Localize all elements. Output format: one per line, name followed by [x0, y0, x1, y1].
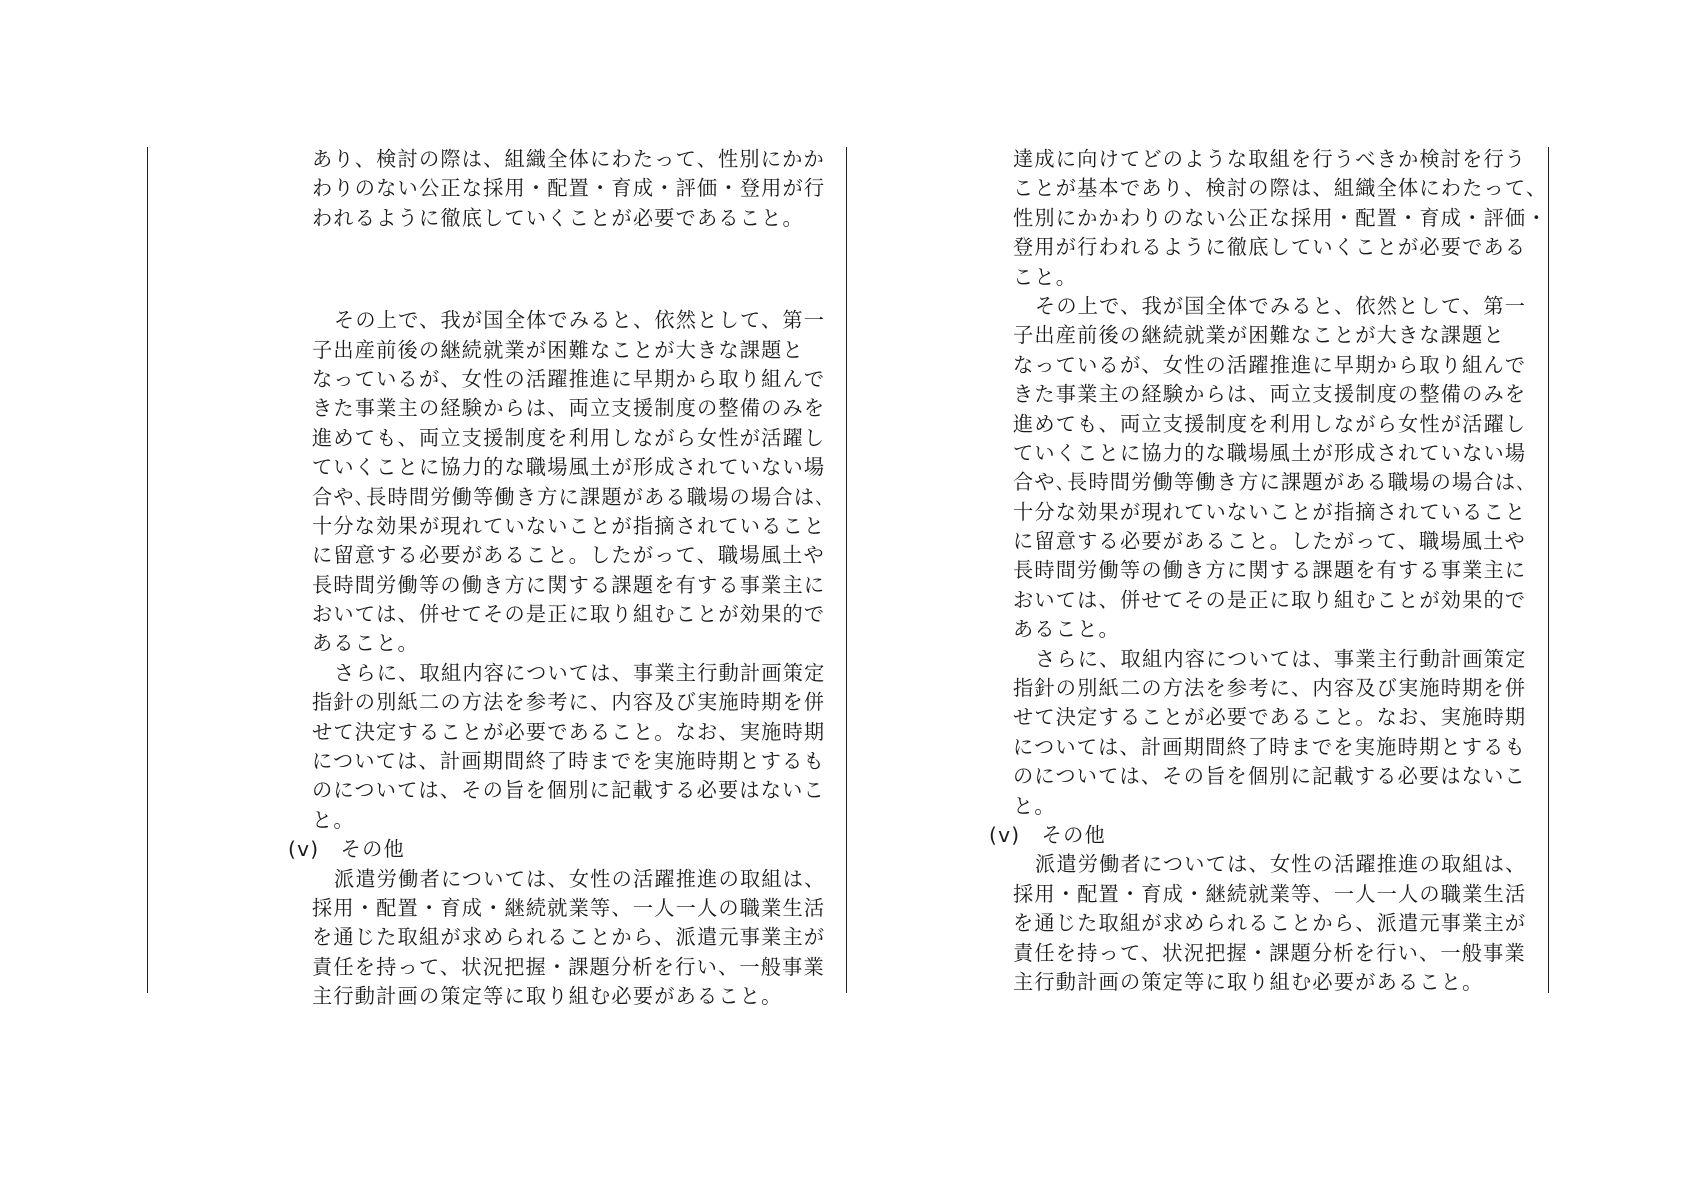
text-line: きた事業主の経験からは、両立支援制度の整備のみを — [1013, 382, 1527, 407]
text-line: さらに、取組内容については、事業主行動計画策定 — [1035, 646, 1527, 671]
text-line: と。 — [312, 807, 355, 832]
text-line: その上で、我が国全体でみると、依然として、第一 — [1035, 293, 1527, 318]
text-line: ていくことに協力的な職場風土が形成されていない場 — [312, 455, 826, 480]
text-line: せて決定することが必要であること。なお、実施時期 — [1013, 705, 1527, 730]
text-line: 合や､長時間労働等働き方に課題がある職場の場合は､ — [1013, 470, 1528, 495]
right-para1 — [1013, 145, 1548, 292]
text-line: に留意する必要があること。したがって、職場風土や — [1013, 529, 1526, 554]
text-line: こと。 — [1013, 264, 1078, 289]
text-line: その上で、我が国全体でみると、依然として、第一 — [334, 308, 826, 333]
right-para3 — [1013, 645, 1541, 821]
text-line: 責任を持って、状況把握・課題分析を行い、一般事業 — [1013, 940, 1526, 965]
left-column — [288, 145, 840, 1012]
section-heading: (v) その他 — [288, 837, 405, 862]
right-para2 — [1013, 292, 1541, 645]
text-line: 十分な効果が現れていないことが指摘されていること — [1013, 499, 1527, 524]
text-line: ていくことに協力的な職場風土が形成されていない場 — [1013, 440, 1527, 465]
text-line: ことが基本であり、検討の際は、組織全体にわたって、 — [1013, 176, 1548, 201]
column-rule-middle — [846, 147, 847, 993]
text-line: 子出産前後の継続就業が困難なことが大きな課題と — [1013, 323, 1505, 348]
text-line: さらに、取組内容については、事業主行動計画策定 — [334, 660, 826, 685]
right-para4 — [1013, 850, 1541, 997]
text-line: 採用・配置・育成・継続就業等、一人一人の職業生活 — [312, 895, 826, 920]
text-line: あること。 — [312, 631, 419, 656]
text-line: 長時間労働等の働き方に関する課題を有する事業主に — [312, 572, 826, 597]
text-line: なっているが、女性の活躍推進に早期から取り組んで — [1013, 352, 1527, 377]
text-line: 指針の別紙二の方法を参考に、内容及び実施時期を併 — [312, 690, 826, 715]
text-line: 主行動計画の策定等に取り組む必要があること。 — [312, 984, 783, 1009]
left-para2 — [312, 306, 840, 659]
text-line: のについては、その旨を個別に記載する必要はないこ — [1013, 764, 1526, 789]
text-line: 採用・配置・育成・継続就業等、一人一人の職業生活 — [1013, 881, 1527, 906]
text-line: 登用が行われるように徹底していくことが必要である — [1013, 235, 1527, 260]
text-line: きた事業主の経験からは、両立支援制度の整備のみを — [312, 396, 826, 421]
text-line: あること。 — [1013, 617, 1120, 642]
text-line: 主行動計画の策定等に取り組む必要があること。 — [1013, 969, 1484, 994]
text-line: 達成に向けてどのような取組を行うべきか検討を行う — [1013, 147, 1527, 171]
text-line: 指針の別紙二の方法を参考に、内容及び実施時期を併 — [1013, 676, 1527, 701]
text-line: 派遣労働者については、女性の活躍推進の取組は、 — [334, 866, 826, 891]
spacer — [312, 233, 840, 306]
left-para1 — [312, 145, 840, 233]
text-line: 派遣労働者については、女性の活躍推進の取組は、 — [1035, 852, 1527, 877]
section-heading: (v) その他 — [989, 822, 1106, 847]
text-line: 進めても、両立支援制度を利用しながら女性が活躍し — [312, 425, 826, 450]
text-line: おいては、併せてその是正に取り組むことが効果的で — [1013, 587, 1527, 612]
right-column — [989, 145, 1548, 997]
text-line: なっているが、女性の活躍推進に早期から取り組んで — [312, 366, 826, 391]
left-para4 — [312, 865, 840, 1012]
text-line: 子出産前後の継続就業が困難なことが大きな課題と — [312, 337, 804, 362]
text-line: と。 — [1013, 793, 1056, 818]
column-rule-left — [147, 147, 148, 993]
text-line: わりのない公正な採用・配置・育成・評価・登用が行 — [312, 176, 826, 201]
text-line: については、計画期間終了時までを実施時期とするも — [312, 749, 825, 774]
text-line: については、計画期間終了時までを実施時期とするも — [1013, 734, 1526, 759]
text-line: のについては、その旨を個別に記載する必要はないこ — [312, 778, 825, 803]
text-line: を通じた取組が求められることから、派遣元事業主が — [1013, 911, 1527, 936]
text-line: 合や､長時間労働等働き方に課題がある職場の場合は､ — [312, 484, 827, 509]
text-line: 性別にかかわりのない公正な採用・配置・育成・評価・ — [1013, 205, 1548, 230]
text-line: せて決定することが必要であること。なお、実施時期 — [312, 719, 826, 744]
text-line: を通じた取組が求められることから、派遣元事業主が — [312, 925, 826, 950]
text-line: あり、検討の際は、組織全体にわたって、性別にかか — [312, 147, 825, 171]
left-para3 — [312, 659, 840, 835]
text-line: 進めても、両立支援制度を利用しながら女性が活躍し — [1013, 411, 1527, 436]
text-line: に留意する必要があること。したがって、職場風土や — [312, 543, 825, 568]
text-line: 十分な効果が現れていないことが指摘されていること — [312, 513, 826, 538]
text-line: 長時間労働等の働き方に関する課題を有する事業主に — [1013, 558, 1527, 583]
text-line: 責任を持って、状況把握・課題分析を行い、一般事業 — [312, 954, 825, 979]
text-line: おいては、併せてその是正に取り組むことが効果的で — [312, 602, 826, 627]
column-rule-right — [1548, 147, 1549, 993]
text-line: われるように徹底していくことが必要であること。 — [312, 205, 804, 230]
